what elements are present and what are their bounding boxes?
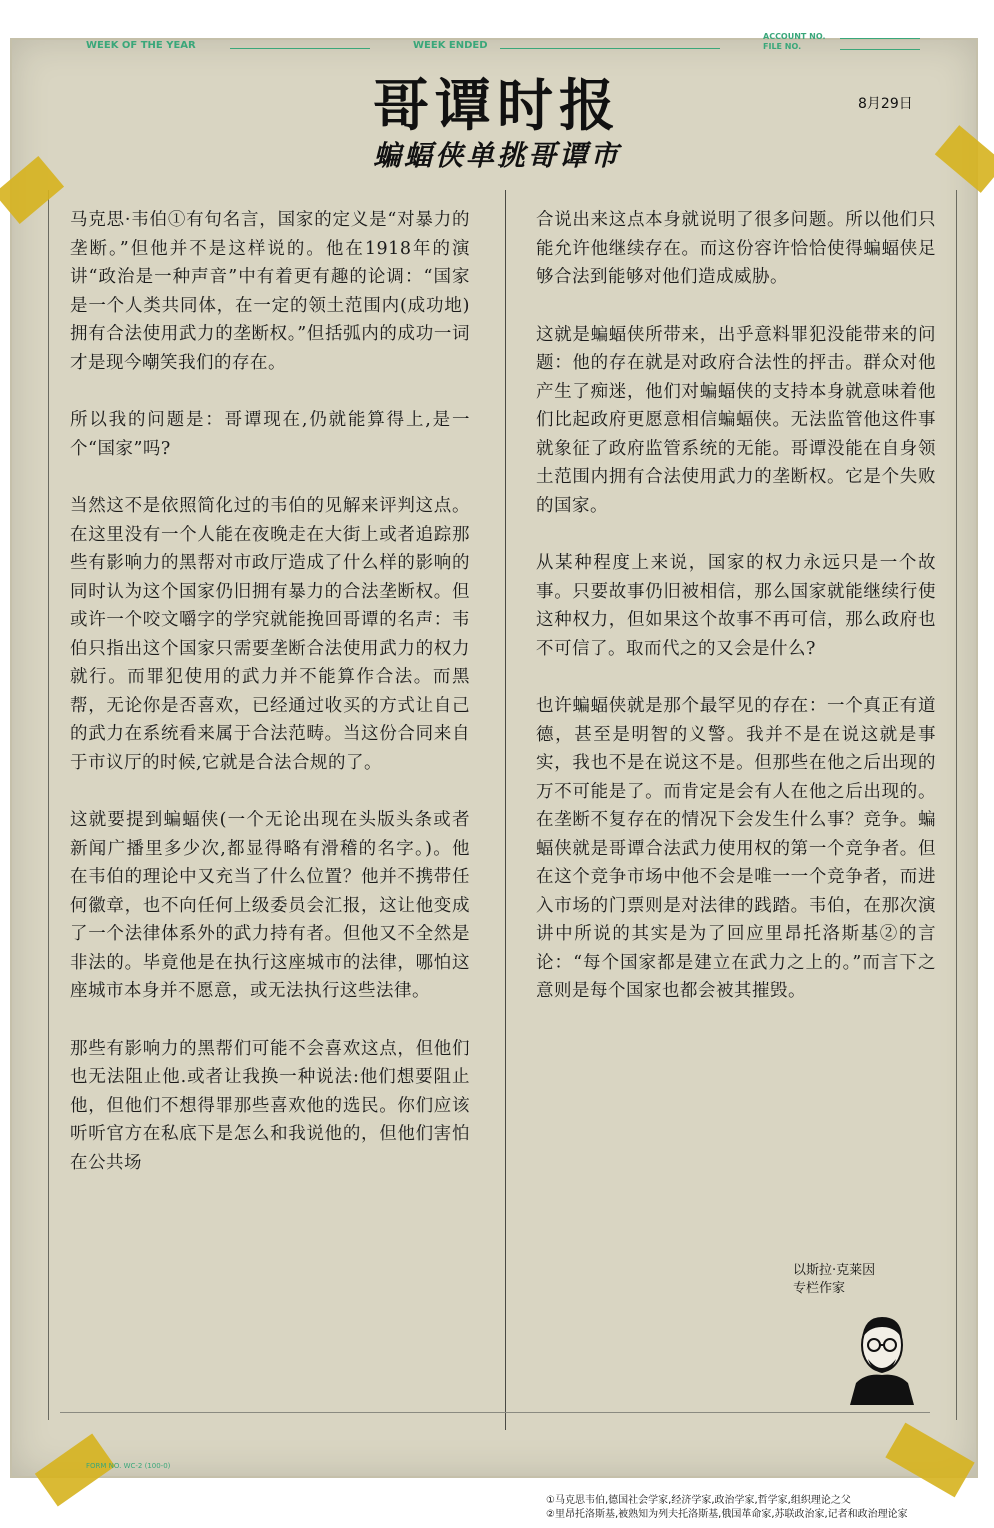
header-line (230, 48, 370, 49)
paragraph: 马克思·韦伯①有句名言，国家的定义是“对暴力的垄断。”但他并不是这样说的。他在1918年的演讲“政治是一种声音”中有着更有趣的论调：“国家是一个人类共同体，在一定的领土范围内(成功地)拥有合法使用武力的垄断权。”但括弧内的成功一词才是现今嘲笑我们的存在。 (70, 210, 470, 373)
header-line (840, 38, 920, 39)
paragraph: 当然这不是依照简化过的韦伯的见解来评判这点。在这里没有一个人能在夜晚走在大街上或者追踪那些有影响力的黑帮对市政厅造成了什么样的影响的同时认为这个国家仍旧拥有暴力的合法垄断权。但或许一个咬文嚼字的学究就能挽回哥谭的名声：韦伯只指出这个国家只需要垄断合法使用武力的权力就行。而罪犯使用的武力并不能算作合法。而黑帮，无论你是否喜欢，已经通过收买的方式让自己的武力在系统看来属于合法范畴。当这份合同来自于市议厅的时候,它就是合法合规的了。 (70, 496, 470, 773)
form-header-strip (70, 32, 950, 54)
author-portrait-icon (846, 1305, 918, 1405)
footnotes (546, 1494, 986, 1522)
header-line (840, 49, 920, 50)
left-margin-rule (48, 190, 49, 1420)
headline: 蝙蝠侠单挑哥谭市 (372, 139, 621, 172)
author-name: 以斯拉·克莱因 (793, 1263, 876, 1278)
author-role: 专栏作家 (793, 1281, 846, 1296)
article-column-right (536, 206, 936, 1035)
article-column-left (70, 206, 470, 1206)
paragraph: 这就是蝙蝠侠所带来，出乎意料罪犯没能带来的问题：他的存在就是对政府合法性的抨击。群众对他产生了痴迷，他们对蝙蝠侠的支持本身就意味着他们比起政府更愿意相信蝙蝠侠。无法监管他这件事就象征了政府监管系统的无能。哥谭没能在自身领土范围内拥有合法使用武力的垄断权。它是个失败的国家。 (536, 324, 936, 516)
form-number: FORM NO. WC-2 (100-0) (86, 1462, 171, 1470)
file-no-label: FILE NO. (763, 42, 802, 51)
paragraph: 所以我的问题是：哥谭现在,仍就能算得上,是一个“国家”吗? (70, 410, 470, 459)
right-margin-rule (956, 190, 957, 1420)
paragraph: 从某种程度上来说，国家的权力永远只是一个故事。只要故事仍旧被相信，那么国家就能继续行使这种权力，但如果这个故事不再可信，那么政府也不可信了。取而代之的又会是什么? (536, 553, 936, 659)
paragraph: 那些有影响力的黑帮们可能不会喜欢这点，但他们也无法阻止他.或者让我换一种说法:他们想要阻止他，但他们不想得罪那些喜欢他的选民。你们应该听听官方在私底下是怎么和我说他的，但他们害怕在公共场 (70, 1038, 470, 1173)
column-divider (505, 190, 506, 1430)
byline (793, 1262, 875, 1298)
paragraph: 也许蝙蝠侠就是那个最罕见的存在：一个真正有道德，甚至是明智的义警。我并不是在说这就是事实，我也不是在说这不是。但那些在他之后出现的万不可能是了。而肯定是会有人在他之后出现的。在垄断不复存在的情况下会发生什么事？竞争。蝙蝠侠就是哥谭合法武力使用权的第一个竞争者。但在这个竞争市场中他不会是唯一一个竞争者，而进入市场的门票则是对法律的践踏。韦伯，在那次演讲中所说的其实是为了回应里昂托洛斯基②的言论：“每个国家都是建立在武力之上的。”而言下之意则是每个国家也都会被其摧毁。 (536, 696, 936, 1001)
masthead: 哥谭时报 (373, 73, 621, 139)
paragraph: 合说出来这点本身就说明了很多问题。所以他们只能允许他继续存在。而这份容许恰恰使得蝙蝠侠足够合法到能够对他们造成威胁。 (536, 210, 936, 287)
week-of-year-label: WEEK OF THE YEAR (86, 40, 196, 51)
issue-date: 8月29日 (858, 96, 913, 112)
header-line (500, 48, 720, 49)
paragraph: 这就要提到蝙蝠侠(一个无论出现在头版头条或者新闻广播里多少次,都显得略有滑稽的名字。)。他在韦伯的理论中又充当了什么位置？他并不携带任何徽章，也不向任何上级委员会汇报，这让他变成了一个法律体系外的武力持有者。但他又不全然是非法的。毕竟他是在执行这座城市的法律，哪怕这座城市本身并不愿意，或无法执行这些法律。 (70, 810, 470, 1001)
footnote: ①马克思韦伯,德国社会学家,经济学家,政治学家,哲学家,组织理论之父 (546, 1495, 851, 1506)
account-no-label: ACCOUNT NO. (763, 32, 826, 41)
footnote: ②里昂托洛斯基,被熟知为列夫托洛斯基,俄国革命家,苏联政治家,记者和政治理论家 (546, 1509, 908, 1520)
form-bottom-strip (60, 1412, 930, 1473)
week-ended-label: WEEK ENDED (413, 40, 488, 51)
